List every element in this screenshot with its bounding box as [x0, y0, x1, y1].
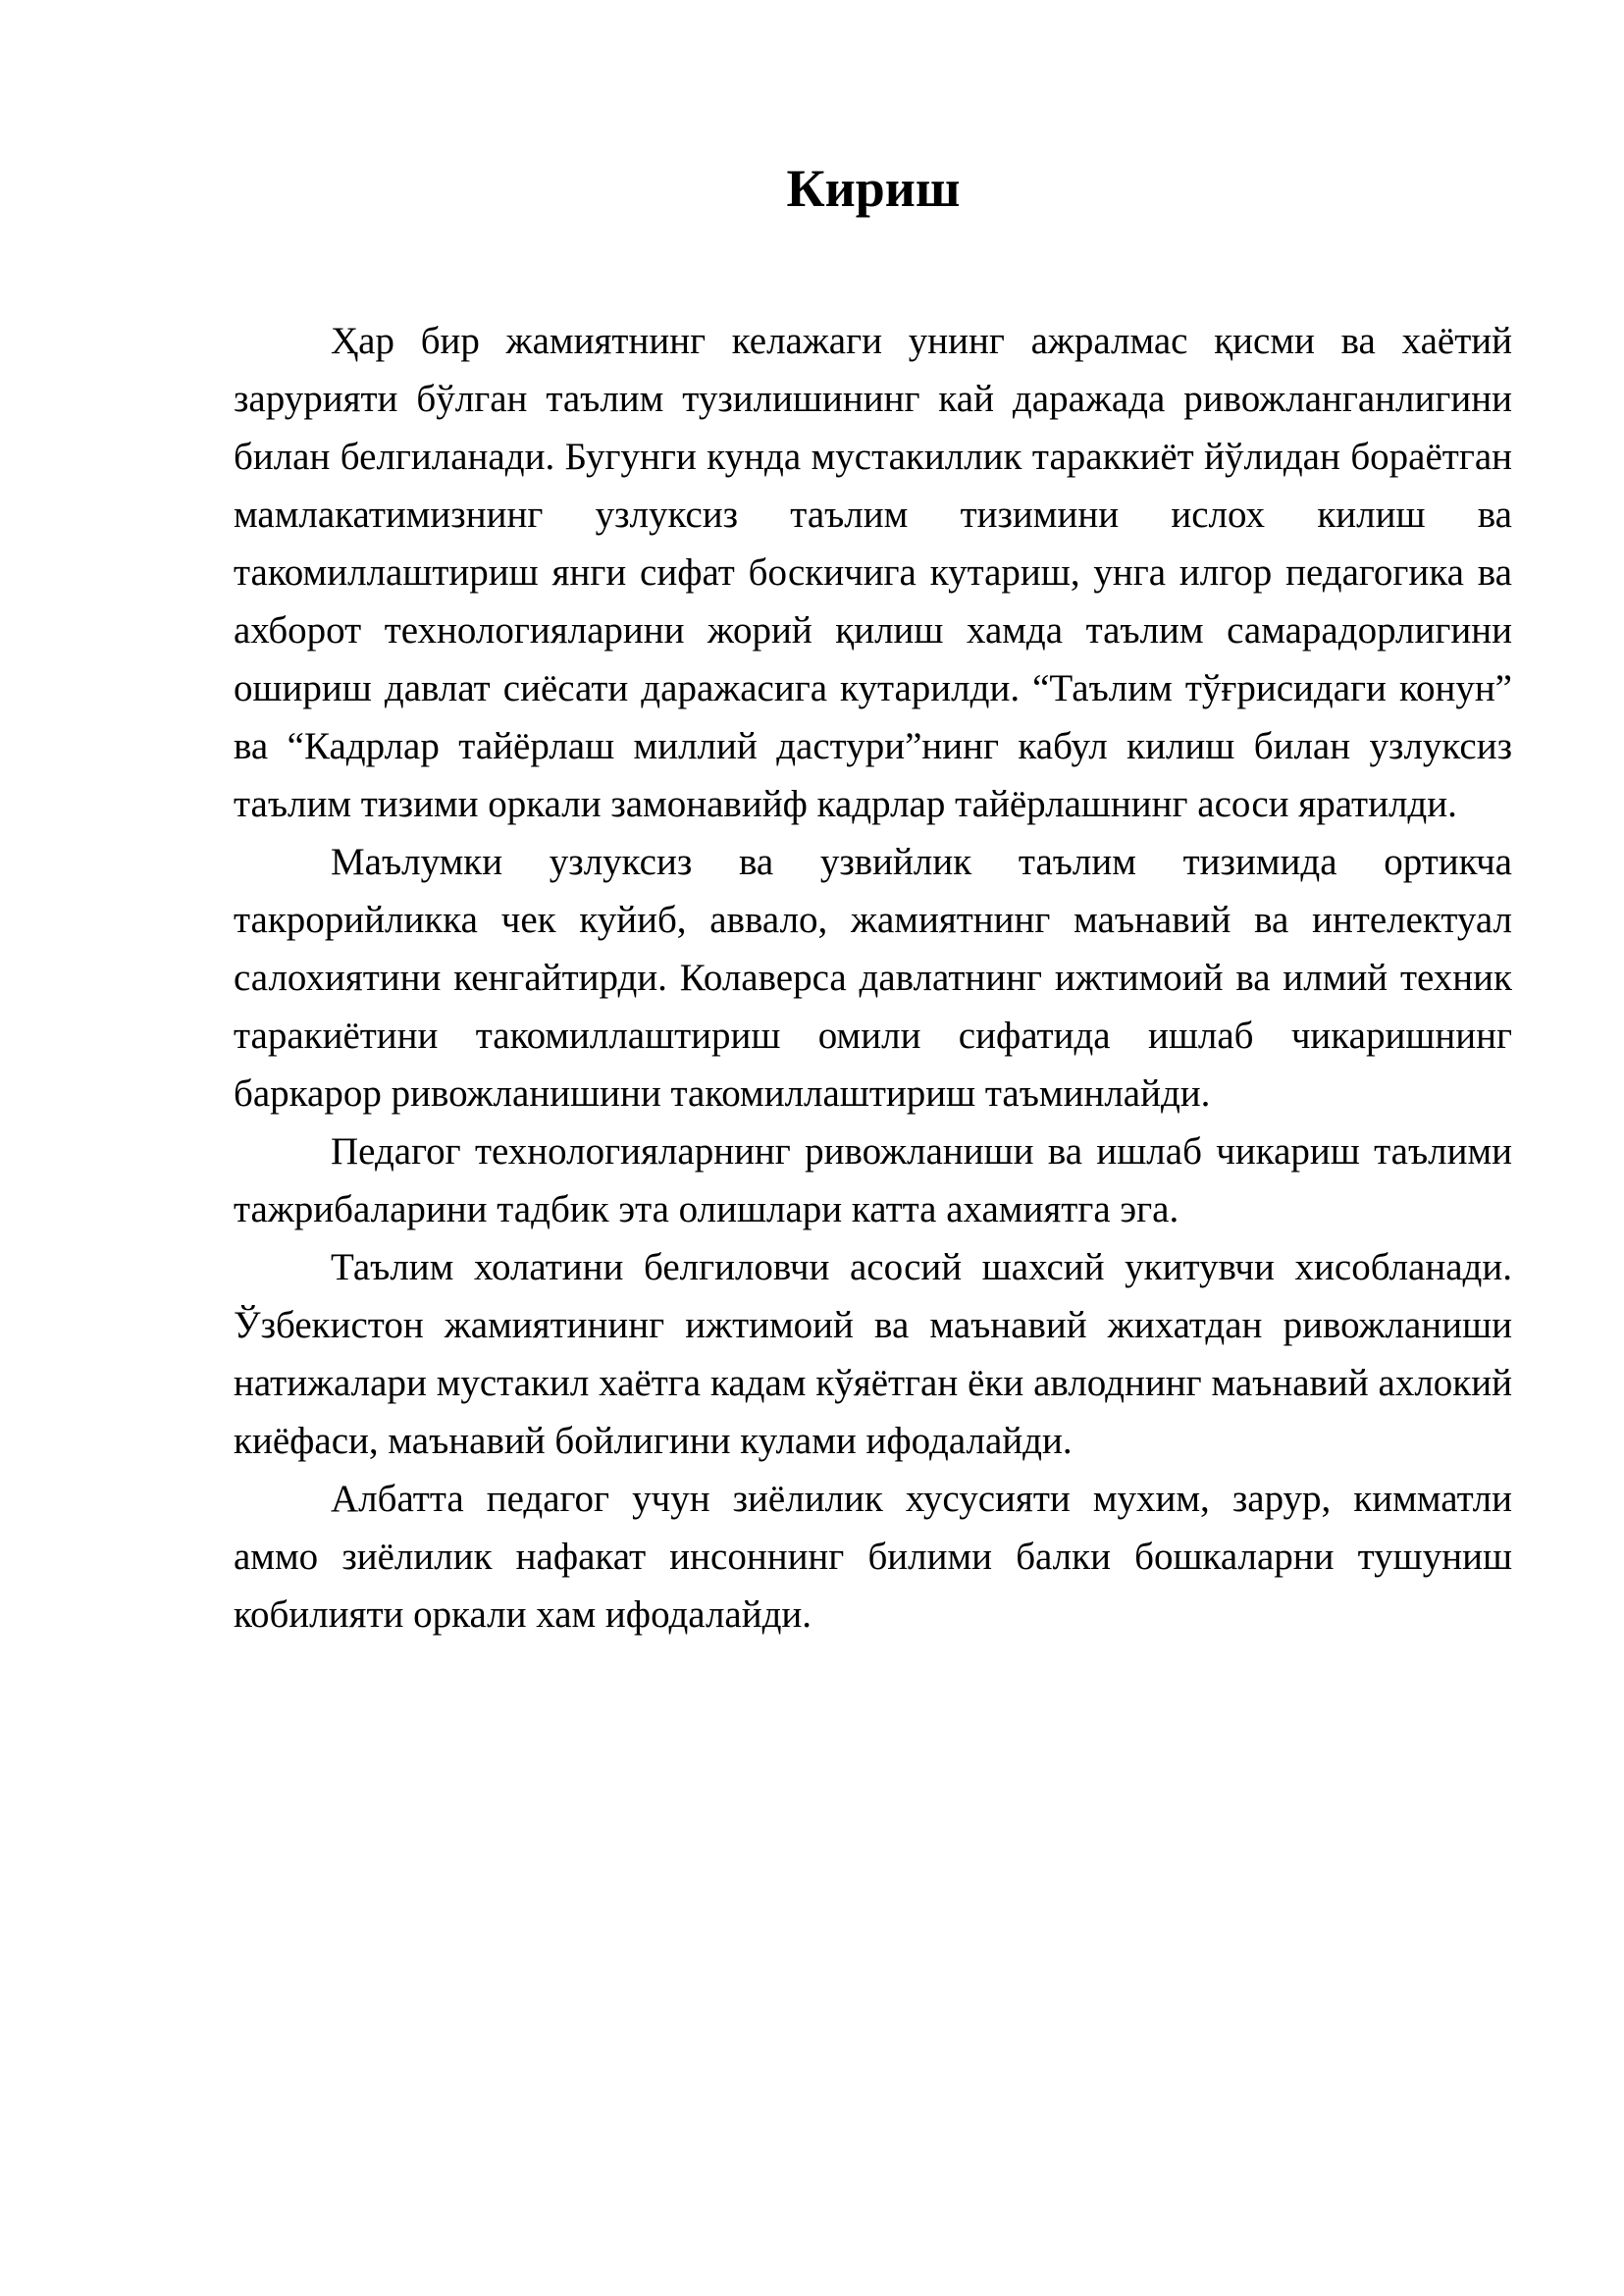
paragraph-1: Ҳар бир жамиятнинг келажаги унинг ажралмас қисми ва хаётий зарурияти бўлган таълим тузилишининг кай даражада ривожланганлигини билан белгиланади. Бугунги кунда мустакиллик тараккиёт йўлидан бораётган мамлакатимизнинг узлуксиз таълим тизимини ислох килиш ва такомиллаштириш янги сифат боскичига кутариш, унга илгор педагогика ва ахборот технологияларини жорий қилиш хамда таълим самарадорлигини ошириш давлат сиёсати даражасига кутарилди. “Таълим тўғрисидаги конун” ва “Кадрлар тайёрлаш миллий дастури”нинг кабул килиш билан узлуксиз таълим тизими оркали замонавийф кадрлар тайёрлашнинг асоси яратилди.: [234, 320, 1512, 825]
paragraph-4: Таълим холатини белгиловчи асосий шахсий укитувчи хисобланади. Ўзбекистон жамиятининг ижтимоий ва маънавий жихатдан ривожланиши натижалари мустакил хаётга кадам кўяётган ёки авлоднинг маънавий ахлокий киёфаси, маънавий бойлигини кулами ифодалайди.: [234, 1246, 1512, 1462]
paragraph-5: Албатта педагог учун зиёлилик хусусияти мухим, зарур, кимматли аммо зиёлилик нафакат инсоннинг билими балки бошкаларни тушуниш кобилияти оркали хам ифодалайди.: [234, 1478, 1512, 1636]
document-body: [234, 312, 1512, 1644]
paragraph-2: Маълумки узлуксиз ва узвийлик таълим тизимида ортикча такрорийликка чек куйиб, аввало, жамиятнинг маънавий ва интелектуал салохиятини кенгайтирди. Колаверса давлатнинг ижтимоий ва илмий техник таракиётини такомиллаштириш омили сифатида ишлаб чикаришнинг баркарор ривожланишини такомиллаштириш таъминлайди.: [234, 841, 1512, 1115]
paragraph-3: Педагог технологияларнинг ривожланиши ва ишлаб чикариш таълими тажрибаларини тадбик эта олишлари катта ахамиятга эга.: [234, 1130, 1512, 1230]
page-title: Кириш: [786, 159, 961, 218]
